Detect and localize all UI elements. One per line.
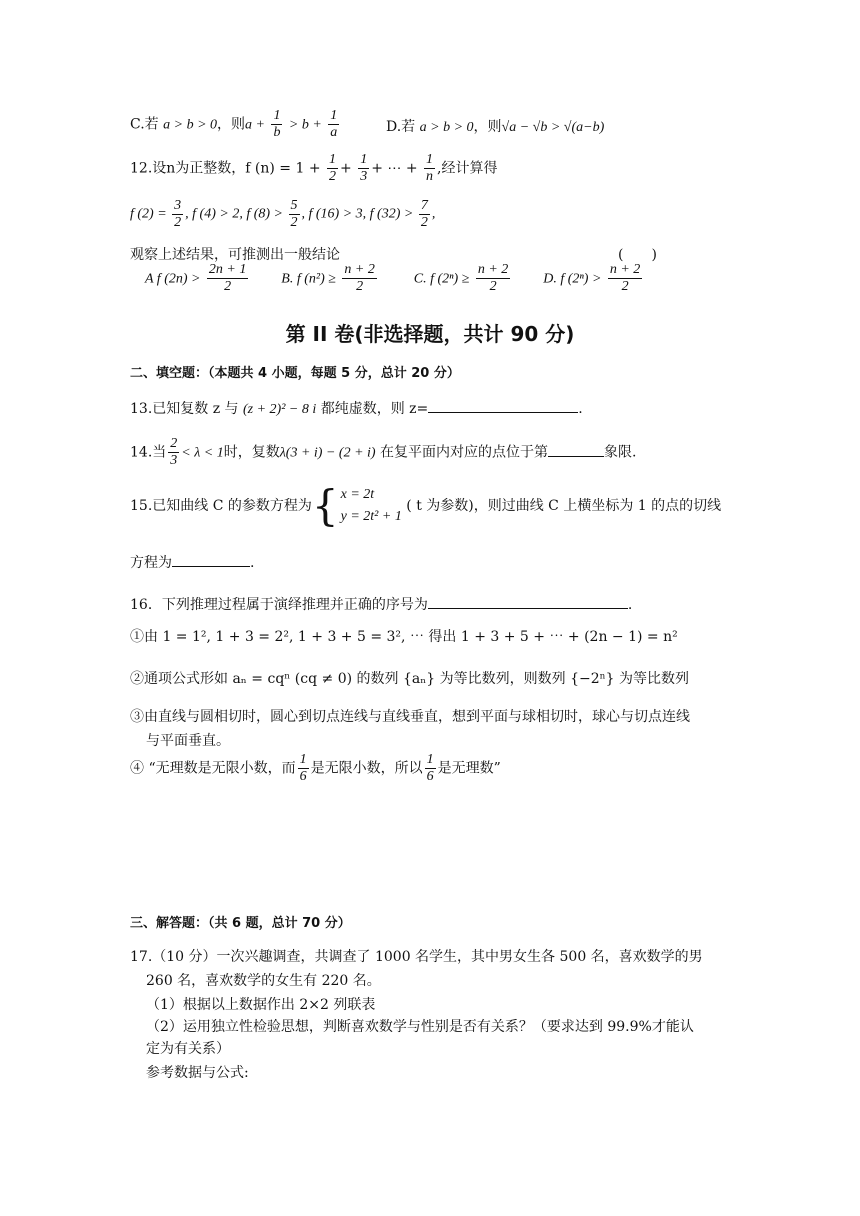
fraction: $\frac{1}{2}$ <box>329 152 337 184</box>
q16-item-3: ③由直线与圆相切时，圆心到切点连线与直线垂直，想到平面与球相切时，球心与切点连线 <box>130 709 690 725</box>
fraction: $\frac{1}{6}$ <box>299 752 307 784</box>
fraction: $\frac{n + 2}{2}$ <box>609 262 641 294</box>
q12-options: A f (2n) > $\frac{2n + 1}{2}$ B. f (n²) ≥ $\frac{n + 2}{2}$ C. f (2ⁿ) ≥ $\frac{n + 2}{2}$ D. f (2ⁿ) > $\frac{n + 2}{2}$ <box>145 262 641 294</box>
q15-line2: 方程为 . <box>130 552 254 572</box>
q15: 15.已知曲线 C 的参数方程为{ x = 2t y = 2t² + 1 ( t 为参数)，则过曲线 C 上横坐标为 1 的点的切线 <box>130 481 722 530</box>
answer-paren: ( ) <box>618 247 657 263</box>
fill-blank-header: 二、填空题：（本题共 4 小题，每题 5 分，总计 20 分） <box>130 366 460 381</box>
q12-prompt: 观察上述结果，可推测出一般结论 <box>130 247 340 263</box>
q16-item-1: ①由 1 = 1², 1 + 3 = 2², 1 + 3 + 5 = 3², ⋯ 得出 1 + 3 + 5 + ⋯ + (2n − 1) = n² <box>130 629 678 645</box>
fraction: $\frac{5}{2}$ <box>290 198 298 230</box>
fraction: $\frac{1}{6}$ <box>426 752 434 784</box>
answer-blank[interactable] <box>428 398 578 413</box>
fraction: $\frac{1}{b}$ <box>273 108 281 140</box>
part-2-title: 第 II 卷(非选择题，共计 90 分) <box>285 322 575 346</box>
fraction: $\frac{n + 2}{2}$ <box>477 262 509 294</box>
q17-line-4: （2）运用独立性检验思想，判断喜欢数学与性别是否有关系？（要求达到 99.9%才能认 <box>146 1019 694 1035</box>
fraction: $\frac{3}{2}$ <box>174 198 182 230</box>
q17-line-1: 17.（10 分）一次兴趣调查，共调查了 1000 名学生，其中男女生各 500 名，喜欢数学的男 <box>130 949 703 965</box>
answer-blank[interactable] <box>548 442 604 457</box>
q11-option-c: C.若 a > b > 0，则a + $\frac{1}{b}$ > b + $\frac{1}{a}$ <box>130 108 338 140</box>
q16: 16．下列推理过程属于演绎推理并正确的序号为 . <box>130 594 632 614</box>
fraction: $\frac{n + 2}{2}$ <box>344 262 375 294</box>
solution-header: 三、解答题：（共 6 题，总计 70 分） <box>130 916 351 931</box>
fraction: $\frac{1}{3}$ <box>360 152 368 184</box>
fraction: $\frac{2}{3}$ <box>170 436 178 468</box>
parametric-system: x = 2t y = 2t² + 1 <box>340 487 402 524</box>
q17-line-5: 定为有关系） <box>146 1041 230 1057</box>
q17-line-6: 参考数据与公式: <box>146 1065 249 1081</box>
fraction: $\frac{2n + 1}{2}$ <box>208 262 247 294</box>
q13: 13.已知复数 z 与 (z + 2)² − 8 i 都纯虚数，则 z= . <box>130 398 583 418</box>
q16-item-2: ②通项公式形如 aₙ = cqⁿ (cq ≠ 0) 的数列 {aₙ} 为等比数列，则数列 {−2ⁿ} 为等比数列 <box>130 671 690 687</box>
fraction: $\frac{1}{a}$ <box>330 108 338 140</box>
q16-item-4: ④ “无理数是无限小数，而 $\frac{1}{6}$ 是无限小数，所以 $\frac{1}{6}$ 是无理数” <box>130 752 501 784</box>
answer-blank[interactable] <box>428 594 628 609</box>
q17-line-2: 260 名，喜欢数学的女生有 220 名。 <box>146 973 381 989</box>
q14: 14.当 $\frac{2}{3}$ < λ < 1时，复数λ(3 + i) − (2 + i) 在复平面内对应的点位于第 象限. <box>130 436 637 468</box>
q11-option-d: D.若 a > b > 0，则√a − √b > √(a−b) <box>386 119 605 135</box>
fraction: $\frac{7}{2}$ <box>420 198 428 230</box>
q12-values: f (2) = $\frac{3}{2}$ , f (4) > 2, f (8) > $\frac{5}{2}$ , f (16) > 3, f (32) > $\frac{7}{2}$ , <box>130 198 436 230</box>
q16-item-3-cont: 与平面垂直。 <box>146 733 230 749</box>
answer-blank[interactable] <box>172 552 250 567</box>
q12-stem: 12.设n为正整数，f (n) = 1 + $\frac{1}{2}$ + $\frac{1}{3}$ + ⋯ + $\frac{1}{n}$ ,经计算得 <box>130 152 498 184</box>
q17-line-3: （1）根据以上数据作出 2×2 列联表 <box>146 997 376 1013</box>
fraction: $\frac{1}{n}$ <box>426 152 434 184</box>
